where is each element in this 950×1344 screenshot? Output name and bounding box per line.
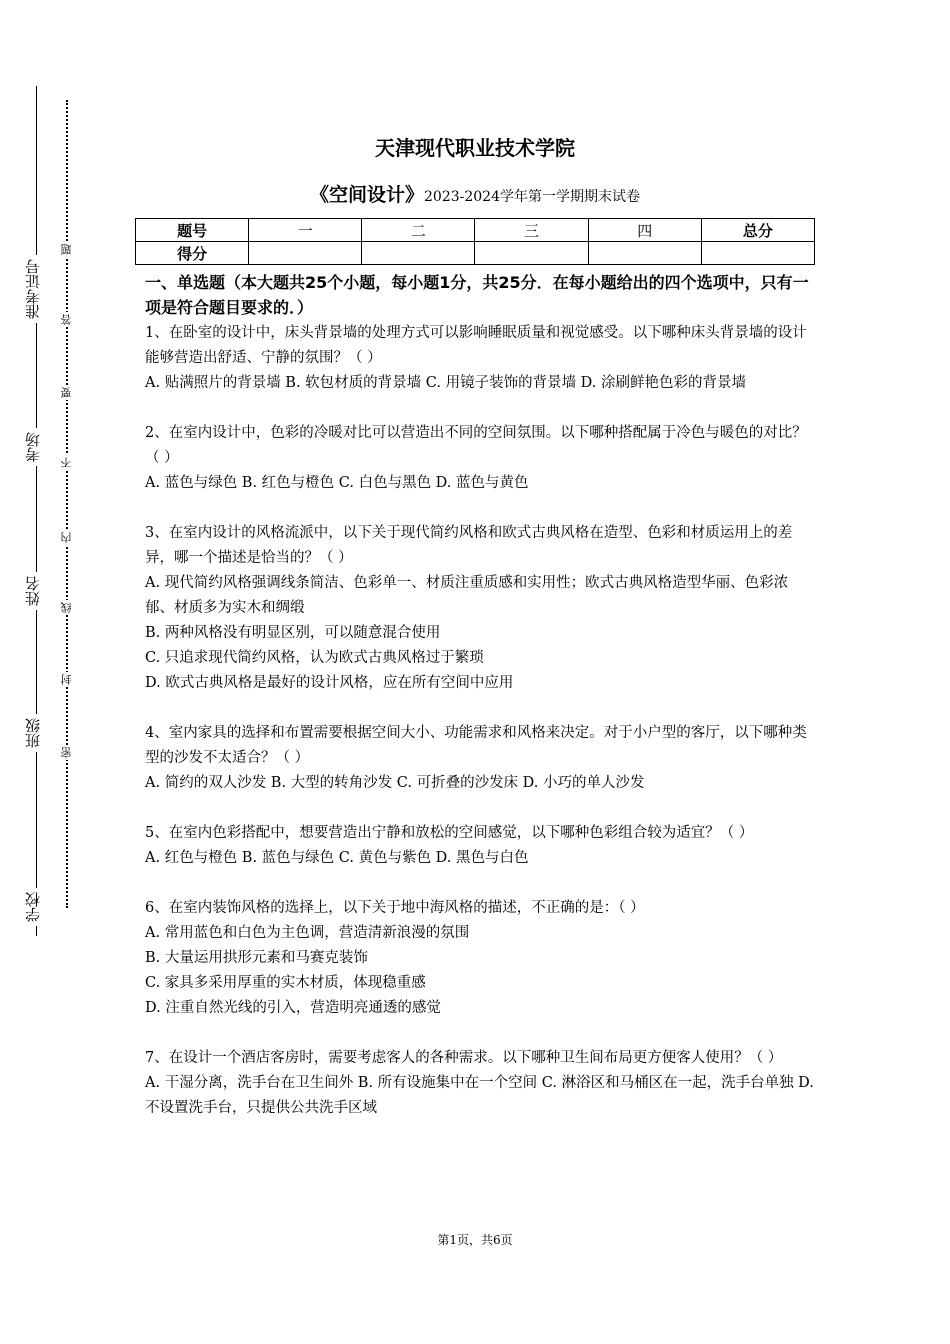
question-option: A. 现代简约风格强调线条简洁、色彩单一、材质注重质感和实用性；欧式古典风格造型华丽、色彩浓郁、材质多为实木和绸缎 [145,575,789,616]
question-stem: 5、在室内色彩搭配中，想要营造出宁静和放松的空间感觉，以下哪种色彩组合较为适宜？（ ） [145,825,754,841]
question-stem: 1、在卧室的设计中，床头背景墙的处理方式可以影响睡眠质量和视觉感受。以下哪种床头背景墙的设计能够营造出舒适、宁静的氛围？（ ） [145,325,807,366]
question-option: D. 欧式古典风格是最好的设计风格，应在所有空间中应用 [145,675,514,691]
question-option: D. 注重自然光线的引入，营造明亮通透的感觉 [145,1000,441,1016]
score-table-score-row [136,242,815,265]
question-stem: 4、室内家具的选择和布置需要根据空间大小、功能需求和风格来决定。对于小户型的客厅，以下哪种类型的沙发不太适合？（ ） [145,725,807,766]
score-cell[interactable] [701,242,814,265]
page-number: 第1页，共6页 [437,1233,513,1247]
seal-char: 封 [60,674,73,685]
question-option: A. 简约的双人沙发 B. 大型的转角沙发 C. 可折叠的沙发床 D. 小巧的单人沙发 [145,775,645,791]
question-option: B. 两种风格没有明显区别，可以随意混合使用 [145,625,441,641]
score-header-cell: 四 [588,219,701,242]
score-table-header-row [136,219,815,242]
exam-room-label: 考场 [22,428,43,466]
exam-content [145,270,815,1146]
question-option: C. 只追求现代简约风格，认为欧式古典风格过于繁琐 [145,650,484,666]
question-option: C. 家具多采用厚重的实木材质，体现稳重感 [145,975,426,991]
question-stem: 2、在室内设计中，色彩的冷暖对比可以营造出不同的空间氛围。以下哪种搭配属于冷色与暖色的对比？（ ） [145,425,807,466]
score-header-cell: 总分 [701,219,814,242]
question-option: A. 贴满照片的背景墙 B. 软包材质的背景墙 C. 用镜子装饰的背景墙 D. 涂刷鲜艳色彩的背景墙 [145,375,747,391]
score-cell[interactable] [249,242,362,265]
seal-char: 题 [60,244,73,255]
question-6 [145,896,815,1021]
score-row-label: 得分 [136,242,249,265]
question-stem: 7、在设计一个酒店客房时，需要考虑客人的各种需求。以下哪种卫生间布局更方便客人使用？（ ） [145,1050,783,1066]
section-heading: 一、单选题（本大题共25个小题，每小题1分，共25分．在每小题给出的四个选项中，只有一项是符合题目要求的．） [145,273,809,317]
score-cell[interactable] [362,242,475,265]
seal-char: 不 [60,457,73,468]
question-4 [145,721,815,796]
question-option: A. 红色与橙色 B. 蓝色与绿色 C. 黄色与紫色 D. 黑色与白色 [145,850,529,866]
exam-subtitle [0,180,950,207]
seal-char: 线 [60,602,73,613]
question-2 [145,421,815,496]
seal-char: 答 [60,314,73,325]
exam-id-label: 准考证号 [22,255,43,323]
score-header-cell: 题号 [136,219,249,242]
seal-char: 要 [60,387,73,398]
score-table [135,218,815,265]
question-1 [145,321,815,396]
question-5 [145,821,815,871]
score-header-cell: 二 [362,219,475,242]
class-label: 班级 [22,714,43,752]
question-option: A. 干湿分离，洗手台在卫生间外 B. 所有设施集中在一个空间 C. 淋浴区和马桶区在一起，洗手台单独 D. 不设置洗手台，只提供公共洗手区域 [145,1075,814,1116]
seal-dotted-line [66,100,68,908]
score-cell[interactable] [588,242,701,265]
question-option: A. 常用蓝色和白色为主色调，营造清新浪漫的氛围 [145,925,470,941]
school-title: 天津现代职业技术学院 [375,136,575,160]
question-3 [145,521,815,696]
question-stem: 3、在室内设计的风格流派中，以下关于现代简约风格和欧式古典风格在造型、色彩和材质运用上的差异，哪一个描述是恰当的？（ ） [145,525,793,566]
score-cell[interactable] [475,242,588,265]
question-option: B. 大量运用拱形元素和马赛克装饰 [145,950,368,966]
seal-char: 内 [60,532,73,543]
exam-term: 2023-2024学年第一学期期末试卷 [424,189,640,205]
question-7 [145,1046,815,1121]
name-label: 姓名 [22,572,43,610]
score-header-cell: 三 [475,219,588,242]
course-name: 《空间设计》 [309,184,424,206]
question-option: A. 蓝色与绿色 B. 红色与橙色 C. 白色与黑色 D. 蓝色与黄色 [145,475,529,491]
seal-char: 密 [60,747,73,758]
school-label: 学校 [22,888,43,926]
fill-in-line [36,86,37,936]
score-header-cell: 一 [249,219,362,242]
question-stem: 6、在室内装饰风格的选择上，以下关于地中海风格的描述，不正确的是：（ ） [145,900,645,916]
